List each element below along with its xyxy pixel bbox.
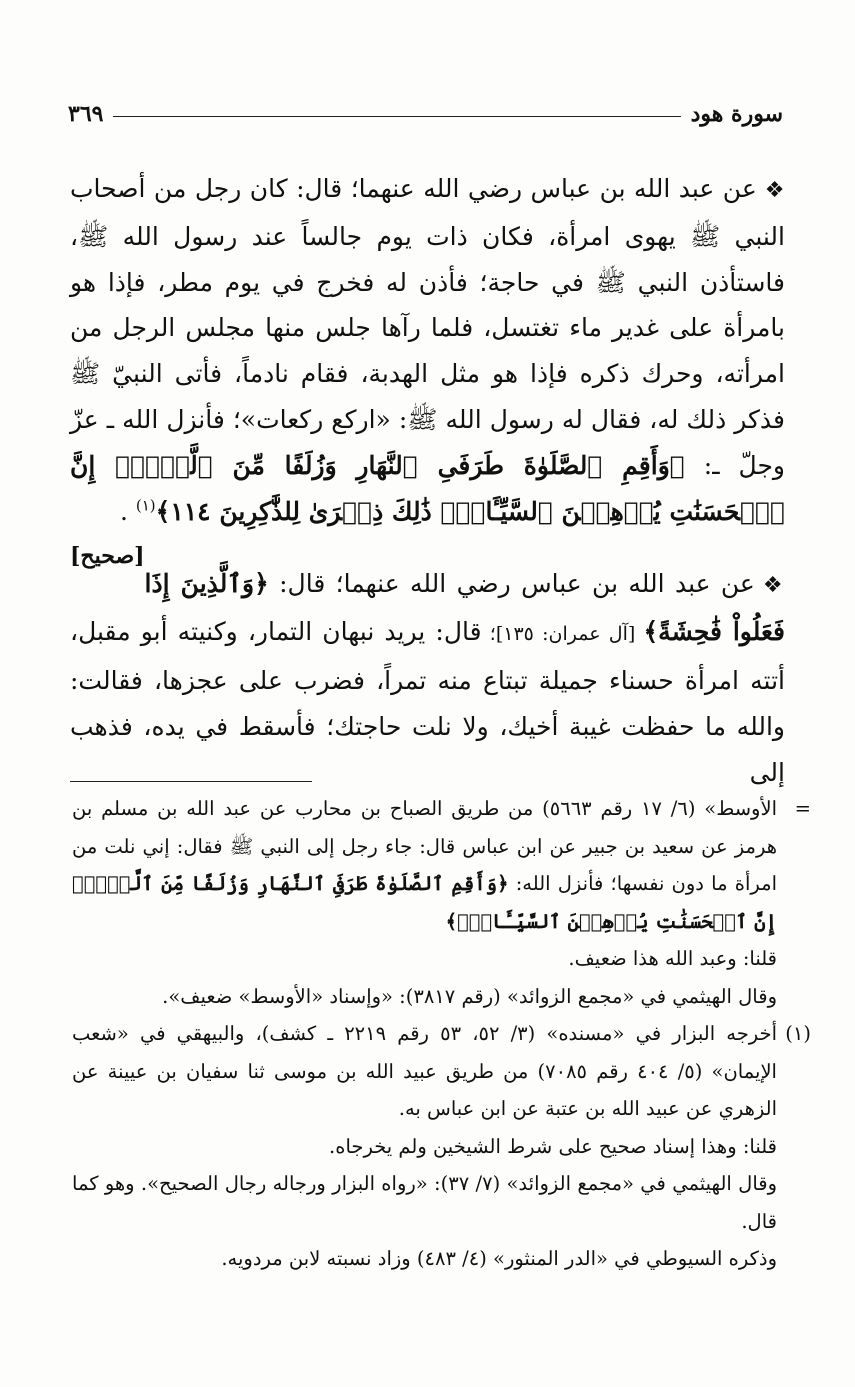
footnote-line: وقال الهيثمي في «مجمع الزوائد» (رقم ٣٨١٧): «وإسناد «الأوسط» ضعيف».	[162, 984, 777, 1008]
footnote-1	[72, 1015, 811, 1278]
footnote-mark: (١)	[785, 1022, 811, 1045]
hadith-1-text: عن عبد الله بن عباس رضي الله عنهما؛ قال: كان رجل من أصحاب النبي ﷺ يهوى امرأة، فكان ذات يوم جالساً عند رسول الله ﷺ، فاستأذن النبي ﷺ في حاجة؛ فأذن له فخرج في يوم مطر، فإذا هو بامرأة على غدير ماء تغتسل، فلما رآها جلس منها مجلس الرجل من امرأته، وحرك ذكره فإذا هو مثل الهدبة، فقام نادماً، فأتى النبيّ ﷺ فذكر ذلك له، فقال له رسول الله ﷺ: «اركع ركعات»؛ فأنزل الله ـ عزّ وجلّ ـ:	[70, 174, 786, 480]
quran-verse: ﴿وَٱلَّذِينَ إِذَا فَعَلُواْ فَٰحِشَةً﴾	[144, 569, 786, 647]
footnote-line: وقال الهيثمي في «مجمع الزوائد» (٧/ ٣٧): «رواه البزار ورجاله رجال الصحيح». وهو كما قال.	[72, 1172, 778, 1233]
page-number: ٣٦٩	[68, 101, 104, 127]
sentence-end: .	[119, 496, 136, 526]
footnote-line: قلنا: وعبد الله هذا ضعيف.	[568, 947, 777, 970]
grade-label: [صحيح]	[70, 543, 145, 570]
star-bullet-icon: ❖	[762, 573, 785, 599]
hadith-2-text-a: عن عبد الله بن عباس رضي الله عنهما؛ قال:	[268, 569, 755, 599]
footnote-line: وذكره السيوطي في «الدر المنثور» (٤/ ٤٨٣) وزاد نسبته لابن مردويه.	[221, 1247, 777, 1270]
hadith-paragraph-2	[70, 561, 785, 795]
footnote-ref: (١)	[135, 496, 156, 515]
footnote-separator	[70, 781, 312, 782]
star-bullet-icon: ❖	[764, 178, 785, 203]
footnote-continued	[72, 790, 811, 1015]
footnote-line: قلنا: وهذا إسناد صحيح على شرط الشيخين ولم يخرجاه.	[329, 1134, 777, 1158]
header-rule	[113, 116, 680, 117]
quran-verse: ﴿وَأَقِمِ ٱلصَّلَوٰةَ طَرَفَىِ ٱلنَّهَارِ وَزُلَفًا مِّنَ ٱلَّيۡلِۚ إِنَّ ٱلۡحَسَنَٰتِ يُذۡهِبۡنَ ٱلسَّيِّـَٔاتِۚ ذَٰلِكَ ذِكۡرَىٰ لِلذَّٰكِرِينَ ١١٤﴾	[70, 450, 785, 526]
footnote-line: أخرجه البزار في «مسنده» (٣/ ٥٢، ٥٣ رقم ٢٢١٩ ـ كشف)، والبيهقي في «شعب الإيمان» (٥/ ٤٠٤ رقم ٧٠٨٥) من طريق عبيد الله بن موسى ثنا سفيان بن عيينة عن الزهري عن عبيد الله بن عتبة عن ابن عباس به.	[72, 1022, 777, 1120]
main-text	[70, 166, 785, 795]
verse-reference: [آل عمران: ١٣٥]؛	[481, 623, 644, 646]
footnote-mark: =	[794, 797, 811, 820]
footnotes	[72, 790, 811, 1278]
quran-verse: ﴿وَأَقِمِ ٱلصَّلَوٰةَ طَرَفَىِ ٱلنَّهَارِ وَزُلَفًا مِّنَ ٱلَّيۡلِۚ إِنَّ ٱلۡحَسَنَٰتِ يُذۡهِبۡنَ ٱلسَّيِّـَٔاتِۚ﴾	[72, 872, 777, 933]
hadith-2-text-b: قال: يريد نبهان التمار، وكنيته أبو مقبل، أتته امرأة حسناء جميلة تبتاع منه تمراً، فضرب على عجزها، فقالت: والله ما حفظت غيبة أخيك، ولا نلت حاجتك؛ فأسقط في يده، فذهب إلى	[70, 617, 785, 787]
footnote-line	[72, 790, 777, 940]
footnote-text: الأوسط» (٦/ ١٧ رقم ٥٦٦٣) من طريق الصباح بن محارب عن عبد الله بن مسلم بن هرمز عن سعيد بن جبير عن ابن عباس قال: جاء رجل إلى النبي ﷺ فقال: إني نلت من امرأة ما دون نفسها؛ فأنزل الله:	[72, 797, 777, 895]
surah-title: سورة هود	[690, 101, 783, 127]
hadith-paragraph-1	[70, 166, 786, 570]
page-header	[68, 97, 783, 131]
